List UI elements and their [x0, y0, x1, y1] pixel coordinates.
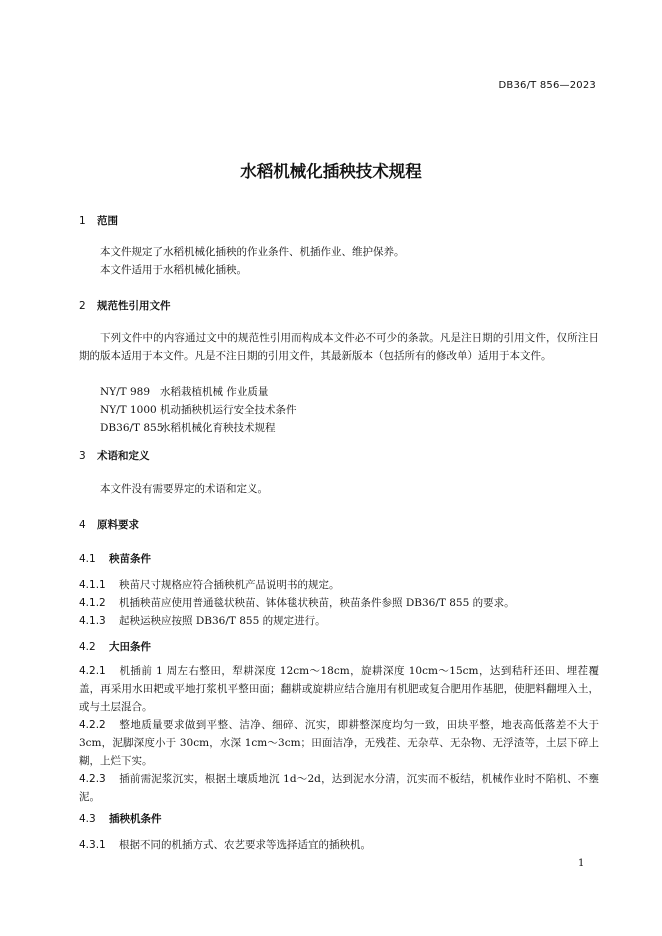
paragraph: 本文件规定了水稻机械化插秧的作业条件、机插作业、维护保养。 — [100, 246, 405, 258]
subsection-number: 4.2 — [79, 641, 96, 653]
clause-4-1-3 — [79, 613, 326, 628]
clause-number: 4.3.1 — [79, 839, 106, 851]
clause-4-2-2 — [79, 716, 599, 770]
reference-code: NY/T 1000 — [100, 404, 157, 416]
section-number: 1 — [79, 215, 86, 227]
subsection-title: 秧苗条件 — [109, 553, 151, 565]
section-number: 3 — [79, 450, 86, 462]
section-2-heading — [79, 298, 171, 313]
subsection-title: 插秧机条件 — [109, 813, 162, 825]
paragraph: 下列文件中的内容通过文中的规范性引用而构成本文件必不可少的条款。凡是注日期的引用文件，仅所注日期的版本适用于本文件。凡是不注日期的引用文件，其最新版本（包括所有的修改单）适用于本文件。 — [79, 332, 599, 362]
clause-number: 4.1.1 — [79, 579, 106, 591]
clause-4-2-1 — [79, 662, 599, 716]
reference-item — [100, 384, 268, 399]
section-title: 术语和定义 — [97, 450, 150, 462]
section-number: 2 — [79, 300, 86, 312]
clause-4-1-1 — [79, 577, 340, 592]
reference-item — [100, 402, 297, 417]
reference-code: NY/T 989 — [100, 386, 151, 398]
clause-number: 4.2.1 — [79, 665, 106, 677]
subsection-title: 大田条件 — [109, 641, 151, 653]
clause-4-1-2 — [79, 595, 515, 610]
clause-text: 插前需泥浆沉实，根据土壤质地沉 1d～2d，达到泥水分清，沉实而不板结，机械作业时不陷机、不壅泥。 — [79, 773, 599, 803]
subsection-4-3-heading — [79, 811, 162, 826]
section-1-heading — [79, 213, 118, 228]
clause-text: 机插前 1 周左右整田，犁耕深度 12cm～18cm，旋耕深度 10cm～15cm，达到秸秆还田、埋茬覆盖，再采用水田耙或平地打浆机平整田面；翻耕或旋耕应结合施用有机肥或复合肥用作基肥，使肥料翻埋入土，或与土层混合。 — [79, 665, 599, 713]
clause-text: 机插秧苗应使用普通毯状秧苗、钵体毯状秧苗，秧苗条件参照 DB36/T 855 的要求。 — [119, 597, 515, 609]
section-title: 原料要求 — [97, 519, 139, 531]
paragraph: 本文件没有需要界定的术语和定义。 — [100, 483, 268, 495]
document-title: 水稻机械化插秧技术规程 — [240, 162, 422, 181]
clause-number: 4.1.2 — [79, 597, 106, 609]
clause-4-3-1 — [79, 837, 371, 852]
standard-number: DB36/T 856—2023 — [498, 80, 596, 91]
reference-name: 机动插秧机运行安全技术条件 — [160, 404, 297, 416]
section-title: 规范性引用文件 — [97, 300, 171, 312]
clause-number: 4.1.3 — [79, 615, 106, 627]
section-number: 4 — [79, 519, 86, 531]
clause-text: 秧苗尺寸规格应符合插秧机产品说明书的规定。 — [119, 579, 340, 591]
clause-text: 起秧运秧应按照 DB36/T 855 的规定进行。 — [119, 615, 326, 627]
reference-name: 水稻栽植机械 作业质量 — [160, 386, 269, 398]
reference-item — [100, 420, 276, 435]
section-3-heading — [79, 448, 150, 463]
subsection-number: 4.3 — [79, 813, 96, 825]
reference-name: 水稻机械化育秧技术规程 — [160, 422, 276, 434]
subsection-4-1-heading — [79, 551, 151, 566]
subsection-4-2-heading — [79, 639, 151, 654]
paragraph: 本文件适用于水稻机械化插秧。 — [100, 264, 247, 276]
page-number: 1 — [578, 858, 585, 869]
clause-4-2-3 — [79, 770, 599, 806]
section-4-heading — [79, 517, 139, 532]
clause-number: 4.2.3 — [79, 773, 106, 785]
clause-number: 4.2.2 — [79, 719, 106, 731]
subsection-number: 4.1 — [79, 553, 96, 565]
clause-text: 根据不同的机插方式、农艺要求等选择适宜的插秧机。 — [119, 839, 371, 851]
section-title: 范围 — [97, 215, 118, 227]
reference-code: DB36/T 855 — [100, 422, 164, 434]
clause-text: 整地质量要求做到平整、洁净、细碎、沉实，即耕整深度均匀一致，田块平整，地表高低落差不大于 3cm，泥脚深度小于 30cm，水深 1cm～3cm；田面洁净，无残茬、无杂草、无杂物、无浮渣等，土层下碎上糊，上烂下实。 — [79, 719, 599, 767]
